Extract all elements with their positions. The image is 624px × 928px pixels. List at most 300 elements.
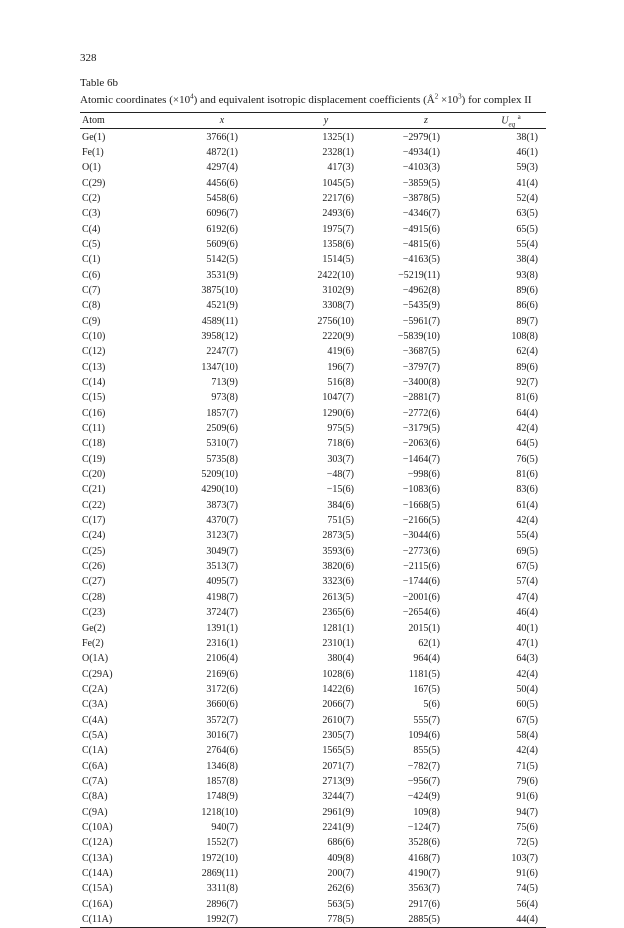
table-row <box>80 436 546 451</box>
table-row <box>80 682 546 697</box>
cell-z: −3179(5) <box>402 423 440 435</box>
cell-atom: C(2A) <box>82 683 108 695</box>
cell-x: 2896(7) <box>206 898 238 910</box>
cell-z: 3528(6) <box>408 837 440 849</box>
cell-y: 303(7) <box>327 453 354 465</box>
cell-ueq: 64(5) <box>516 438 538 450</box>
cell-y: 686(6) <box>327 837 354 849</box>
table-row <box>80 666 546 681</box>
table-row <box>80 313 546 328</box>
cell-y: 2873(5) <box>322 530 354 542</box>
cell-x: 1218(10) <box>201 806 238 818</box>
cell-x: 3049(7) <box>206 545 238 557</box>
caption-exponent: 2 <box>434 92 439 101</box>
cell-z: −782(7) <box>407 760 440 772</box>
cell-ueq: 61(4) <box>516 499 538 511</box>
caption-text: Atomic coordinates (×10 <box>80 94 191 106</box>
cell-z: −4962(8) <box>402 284 440 296</box>
cell-y: 2328(1) <box>322 146 354 158</box>
cell-ueq: 76(5) <box>516 453 538 465</box>
cell-atom: C(4) <box>82 223 101 235</box>
cell-y: 1281(1) <box>322 622 354 634</box>
table-row <box>80 329 546 344</box>
cell-x: 2764(6) <box>206 745 238 757</box>
cell-z: −5435(9) <box>402 300 440 312</box>
cell-z: −3797(7) <box>402 361 440 373</box>
table-row <box>80 237 546 252</box>
cell-y: 2241(9) <box>322 821 354 833</box>
cell-z: 3563(7) <box>408 883 440 895</box>
cell-z: −4815(6) <box>402 238 440 250</box>
table-row <box>80 283 546 298</box>
cell-y: 1565(5) <box>322 745 354 757</box>
cell-y: 2365(6) <box>322 607 354 619</box>
cell-atom: C(12A) <box>82 837 113 849</box>
cell-ueq: 42(4) <box>516 515 538 527</box>
table-row <box>80 513 546 528</box>
cell-atom: C(14A) <box>82 868 113 879</box>
cell-ueq: 81(6) <box>516 469 538 481</box>
table-row <box>80 267 546 282</box>
table-row <box>80 620 546 635</box>
cell-atom: C(8) <box>82 300 101 312</box>
cell-atom: C(27) <box>82 576 106 588</box>
cell-ueq: 103(7) <box>511 852 538 864</box>
cell-z: −956(7) <box>407 775 440 787</box>
cell-z: 964(4) <box>413 653 440 665</box>
cell-y: −15(6) <box>326 484 354 496</box>
cell-y: 2613(5) <box>322 591 354 603</box>
cell-y: 1325(1) <box>322 131 354 143</box>
cell-y: 1028(6) <box>322 668 354 680</box>
caption-text: ) and equivalent isotropic displacement coefficients (Å <box>193 94 435 106</box>
cell-z: −3044(6) <box>402 530 440 542</box>
cell-ueq: 57(4) <box>516 576 538 588</box>
cell-z: −1464(7) <box>402 453 440 465</box>
table-row <box>80 804 546 819</box>
cell-x: 4290(10) <box>201 484 238 496</box>
cell-atom: C(21) <box>82 484 106 496</box>
cell-y: 2220(9) <box>322 330 354 342</box>
cell-ueq: 55(4) <box>516 530 538 542</box>
cell-ueq: 74(5) <box>516 883 538 895</box>
cell-x: 3572(7) <box>206 714 238 726</box>
cell-atom: C(7A) <box>82 775 108 787</box>
cell-z: −4915(6) <box>402 223 440 235</box>
cell-y: 196(7) <box>327 361 354 373</box>
table-row <box>80 712 546 727</box>
cell-ueq: 64(4) <box>516 407 538 419</box>
cell-ueq: 38(4) <box>516 254 538 266</box>
cell-z: −3878(5) <box>402 192 440 204</box>
cell-ueq: 42(4) <box>516 745 538 757</box>
cell-y: 384(6) <box>327 499 354 511</box>
cell-ueq: 72(5) <box>516 837 538 849</box>
cell-ueq: 67(5) <box>516 561 538 573</box>
cell-z: −424(9) <box>407 791 440 803</box>
table-row <box>80 636 546 651</box>
coordinates-table-container <box>80 112 546 928</box>
table-row <box>80 359 546 374</box>
header-atom: Atom <box>80 113 168 129</box>
table-body <box>80 129 546 928</box>
caption-exponent: 4 <box>190 92 194 101</box>
table-row <box>80 421 546 436</box>
cell-atom: C(25) <box>82 545 106 557</box>
cell-x: 2169(6) <box>206 668 238 680</box>
cell-x: 1992(7) <box>168 912 276 928</box>
cell-atom: C(7) <box>82 284 101 296</box>
cell-atom: O(1) <box>82 162 101 174</box>
cell-x: 713(9) <box>211 377 238 388</box>
cell-z: −998(6) <box>407 469 440 481</box>
cell-z: −3400(8) <box>402 377 440 388</box>
cell-y: 1290(6) <box>322 407 354 419</box>
cell-x: 3660(6) <box>206 699 238 711</box>
cell-y: 2066(7) <box>322 699 354 711</box>
cell-y: 778(5) <box>276 912 376 928</box>
cell-atom: C(4A) <box>82 714 108 726</box>
cell-y: 262(6) <box>327 883 354 895</box>
cell-x: 2509(6) <box>206 423 238 435</box>
cell-y: 2071(7) <box>322 760 354 772</box>
cell-x: 4095(7) <box>206 576 238 588</box>
cell-atom: Ge(2) <box>82 622 106 634</box>
cell-x: 4872(1) <box>206 146 238 158</box>
cell-y: 1514(5) <box>322 254 354 266</box>
cell-x: 5209(10) <box>201 469 238 481</box>
cell-x: 3172(6) <box>206 683 238 695</box>
table-row <box>80 774 546 789</box>
cell-x: 3875(10) <box>201 284 238 296</box>
cell-atom: C(17) <box>82 515 106 527</box>
cell-ueq: 60(5) <box>516 699 538 711</box>
cell-x: 3311(8) <box>206 883 238 895</box>
cell-atom: Fe(2) <box>82 637 104 649</box>
cell-y: 2310(1) <box>322 637 354 649</box>
cell-ueq: 40(1) <box>516 622 538 634</box>
cell-ueq: 108(8) <box>511 330 538 342</box>
table-row <box>80 390 546 405</box>
table-row <box>80 406 546 421</box>
cell-x: 1857(7) <box>206 407 238 419</box>
cell-x: 1972(10) <box>201 852 238 864</box>
cell-ueq: 81(6) <box>516 392 538 404</box>
cell-atom: C(9A) <box>82 806 108 818</box>
cell-ueq: 46(4) <box>516 607 538 619</box>
table-header-row <box>80 113 546 129</box>
cell-y: 2713(9) <box>322 775 354 787</box>
cell-z: −5839(10) <box>397 330 440 342</box>
cell-ueq: 75(6) <box>516 821 538 833</box>
table-row <box>80 528 546 543</box>
cell-ueq: 52(4) <box>516 192 538 204</box>
cell-x: 3873(7) <box>206 499 238 511</box>
cell-x: 4589(11) <box>201 315 238 327</box>
cell-ueq: 55(4) <box>516 238 538 250</box>
cell-ueq: 89(7) <box>516 315 538 327</box>
table-row <box>80 252 546 267</box>
table-row <box>80 344 546 359</box>
cell-atom: C(29) <box>82 177 106 189</box>
cell-y: 3323(6) <box>322 576 354 588</box>
cell-atom: C(19) <box>82 453 106 465</box>
table-row <box>80 129 546 145</box>
cell-atom: C(18) <box>82 438 106 450</box>
table-row <box>80 467 546 482</box>
cell-z: 2917(6) <box>408 898 440 910</box>
cell-z: −5961(7) <box>402 315 440 327</box>
cell-z: −5219(11) <box>398 269 440 281</box>
cell-z: −4934(1) <box>402 146 440 158</box>
caption-text: ×10 <box>438 94 459 106</box>
table-row <box>80 145 546 160</box>
cell-z: 1181(5) <box>408 668 440 680</box>
table-caption <box>80 94 532 106</box>
cell-y: 409(8) <box>327 852 354 864</box>
cell-y: 975(5) <box>327 423 354 435</box>
cell-ueq: 86(6) <box>516 300 538 312</box>
cell-x: 1391(1) <box>206 622 238 634</box>
cell-y: 1975(7) <box>322 223 354 235</box>
cell-z: −2115(6) <box>403 561 440 573</box>
cell-x: 1346(8) <box>206 760 238 772</box>
table-row <box>80 498 546 513</box>
cell-atom: Fe(1) <box>82 146 104 158</box>
cell-atom: C(13A) <box>82 852 113 864</box>
cell-x: 4456(6) <box>206 177 238 189</box>
cell-y: 417(3) <box>327 162 354 174</box>
header-ueq-main: U <box>501 115 509 127</box>
cell-ueq: 93(8) <box>516 269 538 281</box>
cell-y: 1358(6) <box>322 238 354 250</box>
table-row <box>80 206 546 221</box>
cell-y: 419(6) <box>327 346 354 358</box>
cell-ueq: 91(6) <box>516 868 538 879</box>
cell-x: 3724(7) <box>206 607 238 619</box>
cell-ueq: 89(6) <box>516 284 538 296</box>
cell-ueq: 83(6) <box>516 484 538 496</box>
cell-x: 1857(8) <box>206 775 238 787</box>
cell-z: 109(8) <box>413 806 440 818</box>
caption-exponent: 3 <box>458 92 462 101</box>
caption-text: ) for complex II <box>461 94 532 106</box>
header-ueq-sub: eq <box>508 120 516 129</box>
cell-atom: C(5A) <box>82 729 108 741</box>
cell-x: 3958(12) <box>201 330 238 342</box>
cell-atom: Ge(1) <box>82 131 106 143</box>
cell-atom: C(10) <box>82 330 106 342</box>
cell-x: 1748(9) <box>206 791 238 803</box>
table-row <box>80 881 546 896</box>
cell-x: 5458(6) <box>206 192 238 204</box>
cell-ueq: 58(4) <box>516 729 538 741</box>
table-row <box>80 866 546 881</box>
cell-atom: C(26) <box>82 561 106 573</box>
cell-z: −3687(5) <box>402 346 440 358</box>
cell-ueq: 63(5) <box>516 208 538 220</box>
cell-ueq: 47(4) <box>516 591 538 603</box>
table-row <box>80 651 546 666</box>
cell-y: 2610(7) <box>322 714 354 726</box>
cell-ueq: 44(4) <box>476 912 546 928</box>
cell-z: −2654(6) <box>402 607 440 619</box>
cell-ueq: 62(4) <box>516 346 538 358</box>
table-row <box>80 728 546 743</box>
table-row <box>80 452 546 467</box>
cell-y: 3820(6) <box>322 561 354 573</box>
header-ueq-footnote: a <box>517 113 521 121</box>
cell-y: 380(4) <box>327 653 354 665</box>
cell-y: 2217(6) <box>322 192 354 204</box>
cell-x: 2316(1) <box>206 637 238 649</box>
header-x: x <box>168 113 276 129</box>
header-ueq <box>476 113 546 129</box>
cell-z: −1744(6) <box>402 576 440 588</box>
cell-y: 3308(7) <box>322 300 354 312</box>
cell-y: 718(6) <box>327 438 354 450</box>
cell-x: 4521(9) <box>206 300 238 312</box>
cell-x: 3016(7) <box>206 729 238 741</box>
cell-atom: C(13) <box>82 361 106 373</box>
cell-z: −2001(6) <box>402 591 440 603</box>
cell-z: −1668(5) <box>402 499 440 511</box>
cell-z: 62(1) <box>418 637 440 649</box>
cell-atom: C(15) <box>82 392 106 404</box>
cell-ueq: 92(7) <box>516 377 538 388</box>
cell-atom: C(10A) <box>82 821 113 833</box>
table-row <box>80 298 546 313</box>
cell-x: 2869(11) <box>201 868 238 879</box>
header-z: z <box>376 113 476 129</box>
table-row <box>80 758 546 773</box>
cell-z: −2063(6) <box>402 438 440 450</box>
cell-x: 1552(7) <box>206 837 238 849</box>
cell-ueq: 56(4) <box>516 898 538 910</box>
cell-y: 200(7) <box>327 868 354 879</box>
table-row <box>80 191 546 206</box>
cell-ueq: 67(5) <box>516 714 538 726</box>
cell-atom: C(3) <box>82 208 101 220</box>
coordinates-table <box>80 112 546 928</box>
table-row <box>80 482 546 497</box>
table-row <box>80 160 546 175</box>
table-row <box>80 850 546 865</box>
cell-ueq: 42(4) <box>516 423 538 435</box>
cell-z: −2881(7) <box>402 392 440 404</box>
cell-atom: O(1A) <box>82 653 109 665</box>
cell-x: 5609(6) <box>206 238 238 250</box>
cell-ueq: 91(6) <box>516 791 538 803</box>
table-row <box>80 605 546 620</box>
cell-ueq: 79(6) <box>516 775 538 787</box>
cell-z: −124(7) <box>407 821 440 833</box>
cell-y: 751(5) <box>327 515 354 527</box>
table-label: Table 6b <box>80 77 119 89</box>
cell-z: −2166(5) <box>402 515 440 527</box>
cell-x: 3123(7) <box>206 530 238 542</box>
cell-z: 555(7) <box>413 714 440 726</box>
cell-atom: C(29A) <box>82 668 113 680</box>
cell-ueq: 89(6) <box>516 361 538 373</box>
cell-x: 4370(7) <box>206 515 238 527</box>
table-row <box>80 544 546 559</box>
cell-atom: C(6A) <box>82 760 108 772</box>
cell-x: 2247(7) <box>206 346 238 358</box>
cell-x: 3513(7) <box>206 561 238 573</box>
cell-atom: C(24) <box>82 530 106 542</box>
cell-atom: C(22) <box>82 499 106 511</box>
cell-x: 5735(8) <box>206 453 238 465</box>
cell-y: 516(8) <box>327 377 354 388</box>
cell-y: 2493(6) <box>322 208 354 220</box>
cell-x: 3531(9) <box>206 269 238 281</box>
cell-ueq: 71(5) <box>516 760 538 772</box>
cell-ueq: 46(1) <box>516 146 538 158</box>
cell-y: 2422(10) <box>317 269 354 281</box>
cell-ueq: 38(1) <box>516 131 538 143</box>
cell-z: 4190(7) <box>408 868 440 879</box>
cell-x: 3766(1) <box>206 131 238 143</box>
cell-x: 4297(4) <box>206 162 238 174</box>
cell-y: −48(7) <box>326 469 354 481</box>
cell-y: 2305(7) <box>322 729 354 741</box>
cell-y: 3593(6) <box>322 545 354 557</box>
cell-atom: C(2) <box>82 192 101 204</box>
cell-z: 5(6) <box>423 699 440 711</box>
cell-y: 1047(7) <box>322 392 354 404</box>
cell-atom: C(1) <box>82 254 101 266</box>
table-row <box>80 559 546 574</box>
cell-ueq: 64(3) <box>516 653 538 665</box>
cell-atom: C(12) <box>82 346 106 358</box>
cell-z: −3859(5) <box>402 177 440 189</box>
cell-z: 2015(1) <box>408 622 440 634</box>
cell-ueq: 50(4) <box>516 683 538 695</box>
cell-atom: C(6) <box>82 269 101 281</box>
table-row <box>80 590 546 605</box>
cell-atom: C(11) <box>82 423 105 435</box>
cell-y: 3244(7) <box>322 791 354 803</box>
table-row <box>80 835 546 850</box>
cell-y: 2756(10) <box>317 315 354 327</box>
cell-ueq: 94(7) <box>516 806 538 818</box>
table-row <box>80 820 546 835</box>
cell-z: 855(5) <box>413 745 440 757</box>
cell-atom: C(1A) <box>82 745 108 757</box>
cell-atom: C(16) <box>82 407 106 419</box>
table-row <box>80 697 546 712</box>
cell-z: −4103(3) <box>402 162 440 174</box>
cell-ueq: 41(4) <box>516 177 538 189</box>
table-row <box>80 912 546 928</box>
cell-z: −2772(6) <box>402 407 440 419</box>
cell-z: −4163(5) <box>402 254 440 266</box>
cell-x: 973(8) <box>211 392 238 404</box>
cell-ueq: 69(5) <box>516 545 538 557</box>
cell-z: −1083(6) <box>402 484 440 496</box>
cell-atom: C(14) <box>82 377 106 388</box>
cell-ueq: 47(1) <box>516 637 538 649</box>
cell-x: 5310(7) <box>206 438 238 450</box>
cell-z: −2979(1) <box>402 131 440 143</box>
table-row <box>80 375 546 390</box>
table-row <box>80 221 546 236</box>
cell-ueq: 59(3) <box>516 162 538 174</box>
cell-x: 2106(4) <box>206 653 238 665</box>
cell-y: 1422(6) <box>322 683 354 695</box>
cell-atom: C(11A) <box>80 912 168 928</box>
